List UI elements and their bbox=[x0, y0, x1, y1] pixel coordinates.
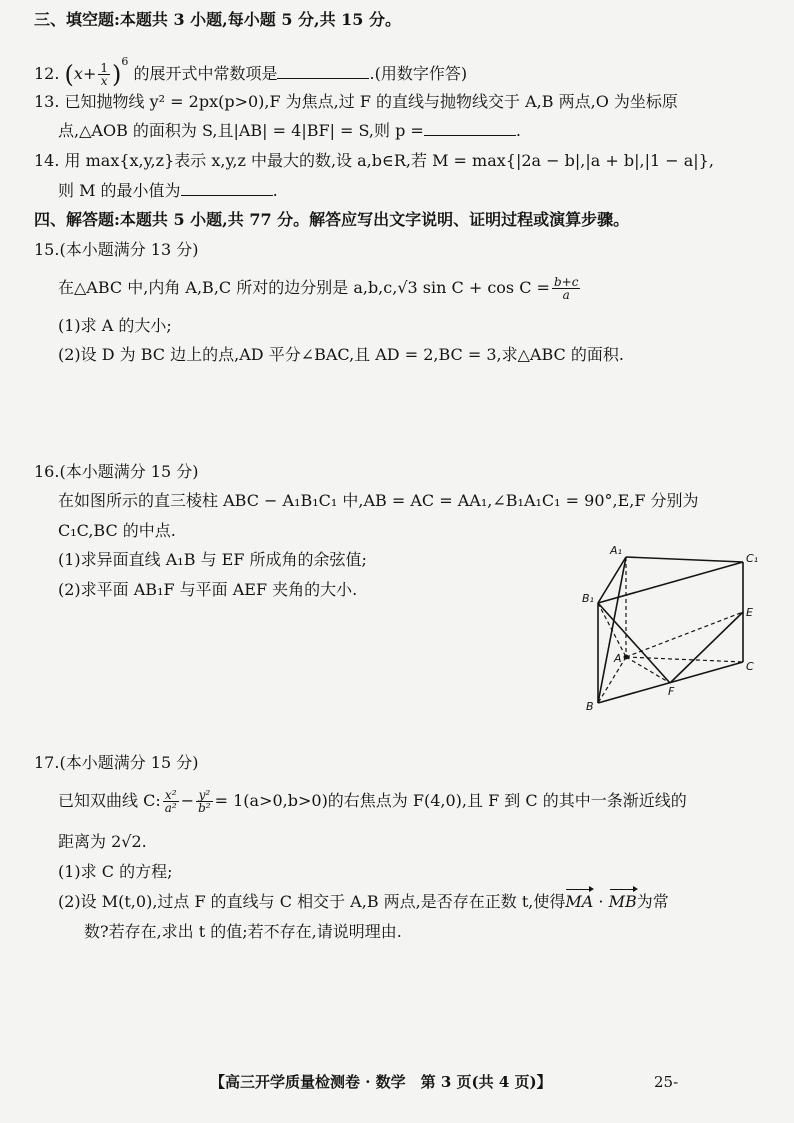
hidden-segment-a-f bbox=[626, 657, 670, 683]
q15-fraction bbox=[552, 276, 580, 301]
question-14-line-1: 14. 用 max{x,y,z}表示 x,y,z 中最大的数,设 a,b∈R,若 M = max{|2a − b|,|a + b|,|1 − a|}, bbox=[34, 151, 714, 170]
label-c: C bbox=[746, 660, 754, 673]
q15-frac-den: a bbox=[562, 288, 570, 302]
edge-a1-c1 bbox=[626, 557, 743, 562]
question-16-part-2: (2)求平面 AB₁F 与平面 AEF 夹角的大小. bbox=[58, 580, 358, 599]
q12-fraction bbox=[98, 62, 110, 87]
question-15-title: 15.(本小题满分 13 分) bbox=[34, 240, 199, 259]
question-17-part-2-line-1 bbox=[58, 892, 669, 912]
question-15-stem-text: 在△ABC 中,内角 A,B,C 所对的边分别是 a,b,c,√3 sin C + cos C = bbox=[58, 278, 550, 297]
q12-plus: + bbox=[82, 64, 97, 83]
left-paren: ( bbox=[64, 60, 74, 89]
q12-frac-num: 1 bbox=[100, 61, 108, 75]
q12-frac-den: x bbox=[100, 74, 108, 88]
question-16-stem-line-2: C₁C,BC 的中点. bbox=[58, 521, 176, 540]
q17-part2-pre: (2)设 M(t,0),过点 F 的直线与 C 相交于 A,B 两点,是否存在正数 t,使得 bbox=[58, 892, 566, 911]
page-code: 25- bbox=[654, 1073, 679, 1091]
section-4-heading: 四、解答题:本题共 5 小题,共 77 分。解答应写出文字说明、证明过程或演算步骤。 bbox=[34, 210, 630, 229]
prism-figure bbox=[578, 540, 768, 715]
label-e: E bbox=[746, 606, 753, 619]
page-footer: 【高三开学质量检测卷 · 数学 第 3 页(共 4 页)】 bbox=[210, 1073, 552, 1091]
answer-blank-14[interactable] bbox=[181, 181, 273, 196]
q17-f2-den: b² bbox=[198, 801, 211, 815]
question-12-tail: .(用数字作答) bbox=[369, 64, 468, 83]
label-f: F bbox=[668, 685, 675, 698]
label-b: B bbox=[586, 700, 594, 713]
answer-blank-13[interactable] bbox=[424, 121, 516, 136]
question-17-stem-line-1 bbox=[58, 786, 687, 816]
q17-part2-post: 为常 bbox=[636, 892, 669, 911]
hidden-segment-a-e bbox=[626, 612, 743, 657]
q17-stem-pre: 已知双曲线 C: bbox=[58, 791, 161, 810]
question-17-part-2-line-2: 数?若存在,求出 t 的值;若不存在,请说明理由. bbox=[84, 922, 402, 941]
question-16-stem-line-1: 在如图所示的直三棱柱 ABC − A₁B₁C₁ 中,AB = AC = AA₁,∠B₁A₁C₁ = 90°,E,F 分别为 bbox=[58, 491, 699, 510]
question-17-stem-line-2: 距离为 2√2. bbox=[58, 832, 147, 851]
q12-x: x bbox=[73, 64, 83, 83]
question-12-number: 12. bbox=[34, 64, 60, 83]
vector-mb: MB bbox=[608, 892, 637, 911]
q17-f1-num: x² bbox=[163, 789, 179, 802]
question-14-line-2 bbox=[58, 181, 278, 201]
question-14-line-2-text: 则 M 的最小值为 bbox=[58, 181, 181, 200]
label-b1: B₁ bbox=[582, 592, 594, 605]
question-13-line-1: 13. 已知抛物线 y² = 2px(p>0),F 为焦点,过 F 的直线与抛物线交于 A,B 两点,O 为坐标原 bbox=[34, 92, 678, 111]
question-15-part-2: (2)设 D 为 BC 边上的点,AD 平分∠BAC,且 AD = 2,BC = 3,求△ABC 的面积. bbox=[58, 345, 624, 364]
vector-ma: MA bbox=[565, 892, 594, 911]
question-16-part-1: (1)求异面直线 A₁B 与 EF 所成角的余弦值; bbox=[58, 550, 367, 569]
right-paren: ) bbox=[112, 60, 122, 89]
q12-exponent: 6 bbox=[121, 55, 129, 68]
question-15-part-1: (1)求 A 的大小; bbox=[58, 316, 172, 335]
q17-dot: · bbox=[593, 892, 609, 911]
question-16-title: 16.(本小题满分 15 分) bbox=[34, 462, 199, 481]
q17-f2-num: y² bbox=[196, 789, 213, 802]
q15-frac-num: b+c bbox=[553, 275, 579, 289]
q17-fraction-y bbox=[196, 789, 213, 814]
question-12-text: 的展开式中常数项是 bbox=[133, 64, 278, 83]
question-17-part-1: (1)求 C 的方程; bbox=[58, 862, 173, 881]
question-13-tail: . bbox=[515, 121, 521, 140]
hidden-edge-a-c bbox=[626, 657, 743, 662]
label-a: A bbox=[614, 652, 622, 665]
label-a1: A₁ bbox=[610, 544, 622, 557]
q17-f1-den: a² bbox=[164, 801, 177, 815]
label-c1: C₁ bbox=[746, 552, 759, 565]
question-17-title: 17.(本小题满分 15 分) bbox=[34, 753, 199, 772]
question-13-line-2-text: 点,△AOB 的面积为 S,且|AB| = 4|BF| = S,则 p = bbox=[58, 121, 424, 140]
point-a bbox=[624, 655, 629, 660]
q17-minus: − bbox=[180, 791, 195, 810]
question-13-line-2 bbox=[58, 121, 521, 141]
section-3-heading: 三、填空题:本题共 3 小题,每小题 5 分,共 15 分。 bbox=[34, 10, 402, 29]
question-15-stem bbox=[58, 274, 582, 302]
question-14-tail: . bbox=[272, 181, 278, 200]
answer-blank-12[interactable] bbox=[277, 64, 369, 79]
q17-stem-post: = 1(a>0,b>0)的右焦点为 F(4,0),且 F 到 C 的其中一条渐近线的 bbox=[214, 791, 687, 810]
q17-fraction-x bbox=[163, 789, 179, 814]
question-12 bbox=[34, 48, 467, 89]
